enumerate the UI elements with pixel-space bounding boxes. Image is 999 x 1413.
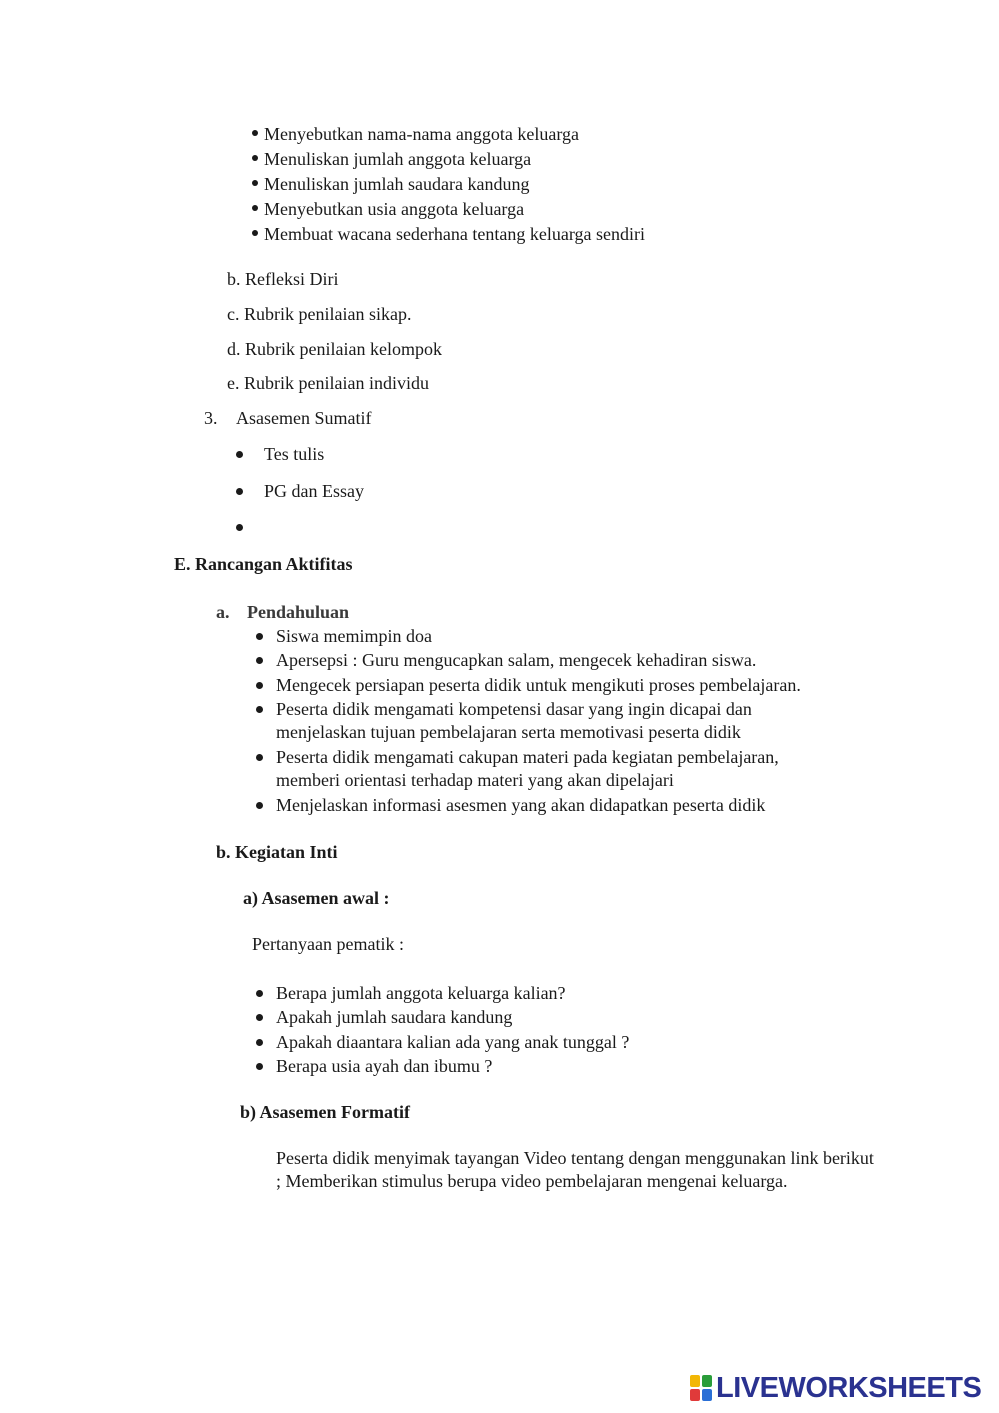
bullet-icon: [256, 1039, 263, 1046]
bullet-icon: [256, 802, 263, 809]
sumatif-item: Tes tulis: [264, 444, 325, 464]
list-item: Menuliskan jumlah saudara kandung: [264, 174, 530, 194]
list-item-continued: menjelaskan tujuan pembelajaran serta memotivasi peserta didik: [276, 722, 741, 742]
bullet-icon: [256, 1063, 263, 1070]
list-item: Menjelaskan informasi asesmen yang akan didapatkan peserta didik: [276, 795, 766, 815]
bullet-icon: [256, 754, 263, 761]
pertanyaan-label: Pertanyaan pematik :: [252, 934, 404, 954]
pendahuluan-title: Pendahuluan: [247, 602, 350, 622]
question-item: Berapa jumlah anggota keluarga kalian?: [276, 983, 566, 1003]
list-item: Membuat wacana sederhana tentang keluarga sendiri: [264, 224, 646, 244]
question-item: Berapa usia ayah dan ibumu ?: [276, 1056, 493, 1076]
lettered-item: b. Refleksi Diri: [227, 269, 339, 289]
liveworksheets-logo[interactable]: [690, 1374, 981, 1402]
bullet-icon: [256, 990, 263, 997]
bullet-icon: [236, 524, 243, 531]
list-item: Apersepsi : Guru mengucapkan salam, mengecek kehadiran siswa.: [276, 650, 757, 670]
asasemen-awal-heading: a) Asasemen awal :: [243, 888, 390, 908]
list-item: Menyebutkan usia anggota keluarga: [264, 199, 525, 219]
bullet-icon: [252, 130, 258, 136]
sumatif-number: 3.: [204, 408, 218, 428]
bullet-icon: [252, 180, 258, 186]
bullet-icon: [256, 706, 263, 713]
logo-icon: [690, 1375, 712, 1401]
question-item: Apakah jumlah saudara kandung: [276, 1007, 513, 1027]
list-item: Peserta didik mengamati cakupan materi pada kegiatan pembelajaran,: [276, 747, 779, 767]
question-item: Apakah diaantara kalian ada yang anak tunggal ?: [276, 1032, 630, 1052]
kegiatan-inti-heading: b. Kegiatan Inti: [216, 842, 338, 862]
bullet-icon: [256, 657, 263, 664]
lettered-item: d. Rubrik penilaian kelompok: [227, 339, 442, 359]
list-item: Menyebutkan nama-nama anggota keluarga: [264, 124, 580, 144]
bullet-icon: [256, 633, 263, 640]
bullet-icon: [256, 682, 263, 689]
bullet-icon: [236, 488, 243, 495]
bullet-icon: [252, 230, 258, 236]
bullet-icon: [252, 205, 258, 211]
pendahuluan-label: a.: [216, 602, 230, 622]
sumatif-item: PG dan Essay: [264, 481, 364, 501]
list-item: Peserta didik mengamati kompetensi dasar yang ingin dicapai dan: [276, 699, 752, 719]
list-item: Siswa memimpin doa: [276, 626, 432, 646]
bullet-icon: [236, 451, 243, 458]
bullet-icon: [256, 1014, 263, 1021]
asasemen-formatif-heading: b) Asasemen Formatif: [240, 1102, 410, 1122]
formatif-paragraph: Peserta didik menyimak tayangan Video tentang dengan menggunakan link berikut ; Memberikan stimulus berupa video pembelajaran mengenai keluarga.: [276, 1148, 874, 1191]
list-item-continued: memberi orientasi terhadap materi yang akan dipelajari: [276, 770, 674, 790]
logo-text: LIVEWORKSHEETS: [716, 1372, 982, 1404]
section-heading: E. Rancangan Aktifitas: [174, 554, 353, 574]
bullet-icon: [252, 155, 258, 161]
list-item: Mengecek persiapan peserta didik untuk mengikuti proses pembelajaran.: [276, 675, 801, 695]
list-item: Menuliskan jumlah anggota keluarga: [264, 149, 532, 169]
lettered-item: c. Rubrik penilaian sikap.: [227, 304, 412, 324]
lettered-item: e. Rubrik penilaian individu: [227, 373, 429, 393]
sumatif-title: Asasemen Sumatif: [236, 408, 372, 428]
